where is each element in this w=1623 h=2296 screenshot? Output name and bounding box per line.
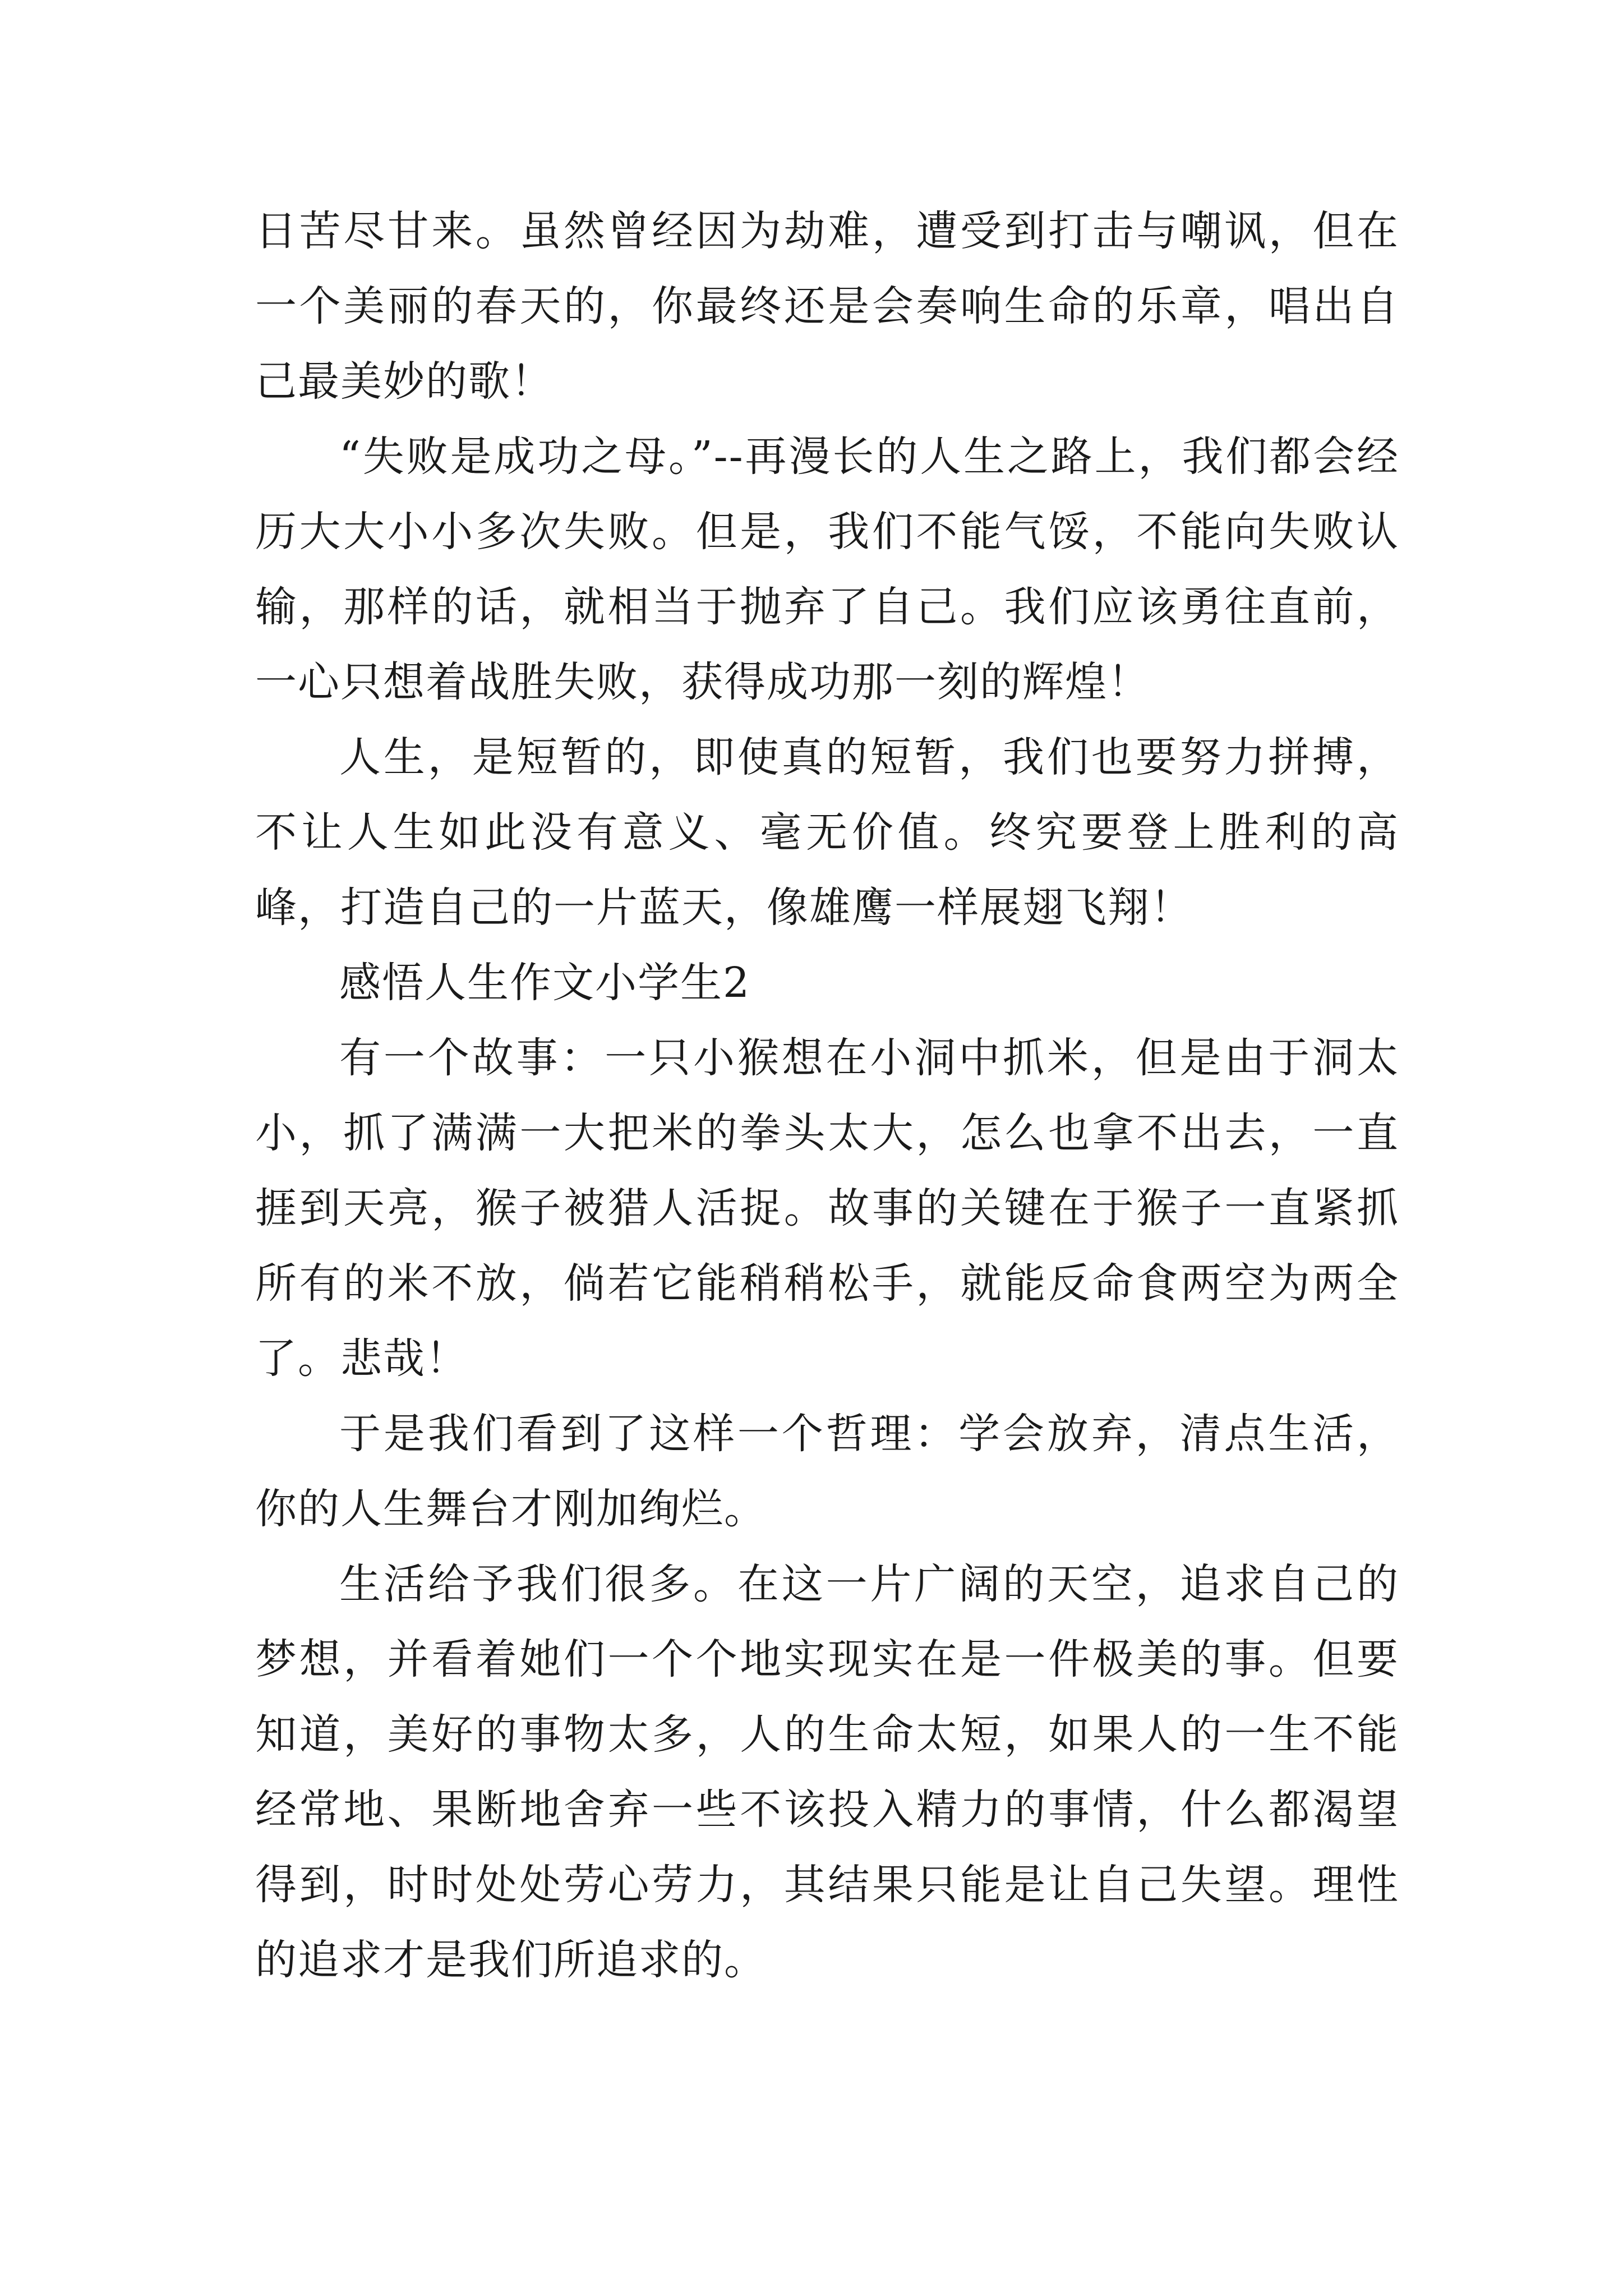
document-body xyxy=(255,194,1399,1998)
paragraph-4: 有一个故事：一只小猴想在小洞中抓米，但是由于洞太小，抓了满满一大把米的拳头太大，怎么也拿不出去，一直捱到天亮，猴子被猎人活捉。故事的关键在于猴子一直紧抓所有的米不放，倘若它能稍稍松手，就能反命食两空为两全了。悲哉！ xyxy=(255,1034,1399,1383)
paragraph-3: 人生，是短暂的，即使真的短暂，我们也要努力拼搏，不让人生如此没有意义、毫无价值。终究要登上胜利的高峰，打造自己的一片蓝天，像雄鹰一样展翅飞翔！ xyxy=(255,733,1399,932)
paragraph-1: 日苦尽甘来。虽然曾经因为劫难，遭受到打击与嘲讽，但在一个美丽的春天的，你最终还是会奏响生命的乐章，唱出自己最美妙的歌！ xyxy=(255,207,1399,406)
paragraph-5: 于是我们看到了这样一个哲理：学会放弃，清点生活，你的人生舞台才刚加绚烂。 xyxy=(255,1410,1399,1533)
paragraph-2: “失败是成功之母。”--再漫长的人生之路上，我们都会经历大大小小多次失败。但是，我们不能气馁，不能向失败认输，那样的话，就相当于抛弃了自己。我们应该勇往直前，一心只想着战胜失败，获得成功那一刻的辉煌！ xyxy=(255,432,1399,706)
section-heading: 感悟人生作文小学生2 xyxy=(339,959,751,1007)
paragraph-6: 生活给予我们很多。在这一片广阔的天空，追求自己的梦想，并看着她们一个个地实现实在是一件极美的事。但要知道，美好的事物太多，人的生命太短，如果人的一生不能经常地、果断地舍弃一些不该投入精力的事情，什么都渴望得到，时时处处劳心劳力，其结果只能是让自己失望。理性的追求才是我们所追求的。 xyxy=(255,1560,1399,1984)
